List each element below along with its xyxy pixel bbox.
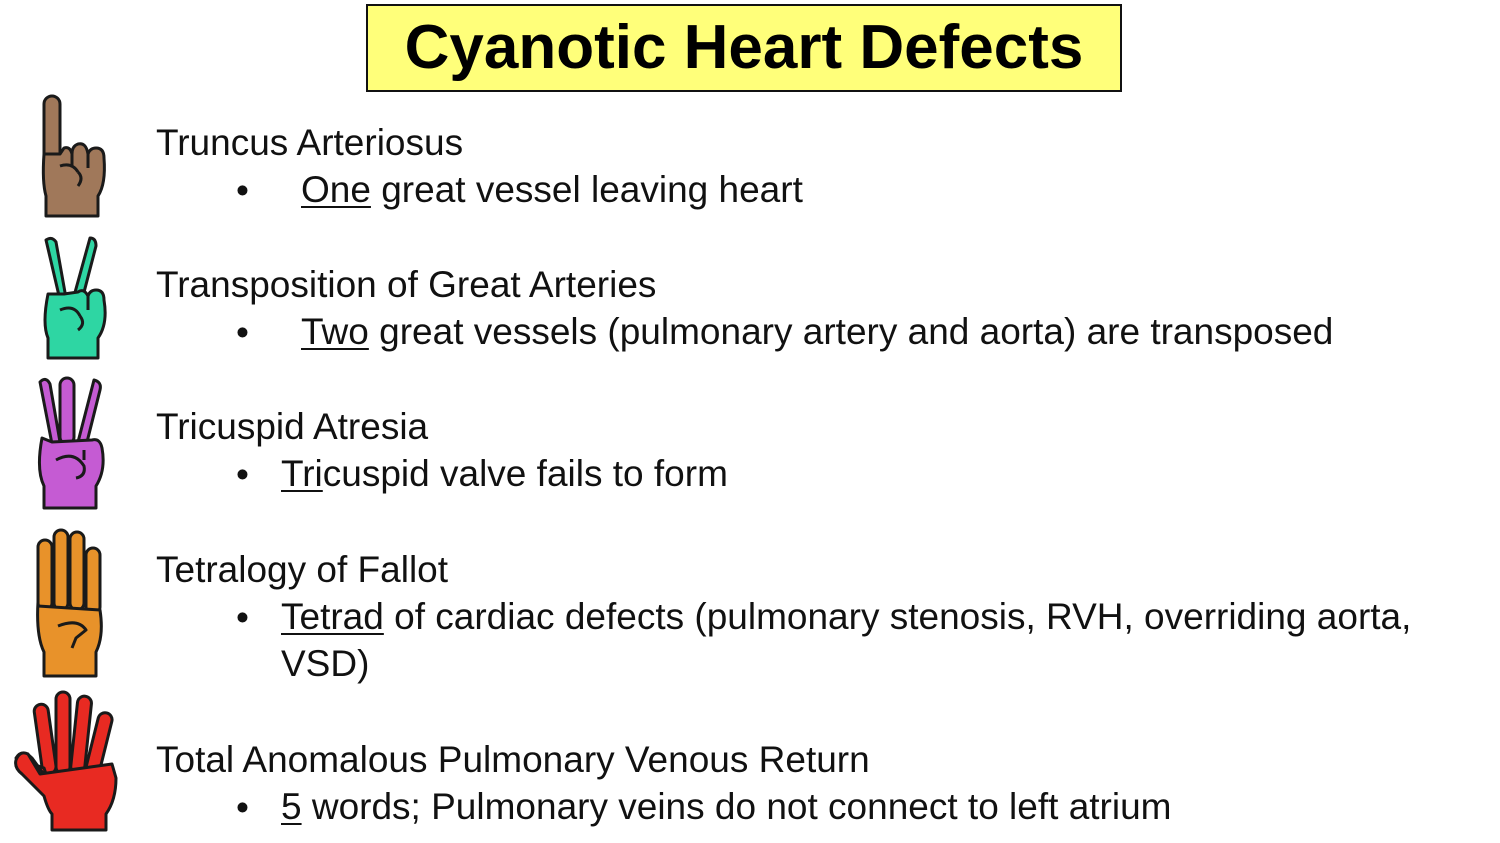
item-description <box>281 593 1411 687</box>
mnemonic-key: Two <box>301 311 369 352</box>
description-text: great vessel leaving heart <box>370 169 803 210</box>
bullet-icon: • <box>236 597 249 638</box>
description-text: of cardiac defects (pulmonary stenosis, RVH, overriding aorta, <box>383 596 1412 637</box>
mnemonic-key: One <box>301 169 371 210</box>
description-text-continued: VSD) <box>281 643 370 684</box>
bullet-icon: • <box>236 787 249 828</box>
description-text: great vessels (pulmonary artery and aorta) are transposed <box>368 311 1334 352</box>
bullet-icon: • <box>236 312 249 353</box>
item-description <box>281 783 1172 830</box>
five-finger-hand-icon <box>12 688 134 834</box>
item-description <box>281 450 728 497</box>
page-title: Cyanotic Heart Defects <box>404 13 1084 82</box>
item-description <box>301 308 1333 355</box>
one-finger-hand-icon <box>38 92 108 220</box>
item-title: Tetralogy of Fallot <box>156 549 449 590</box>
two-finger-hand-icon <box>38 234 108 362</box>
mnemonic-key: 5 <box>281 786 302 827</box>
item-title: Total Anomalous Pulmonary Venous Return <box>156 739 870 780</box>
mnemonic-key: Tri <box>281 453 323 494</box>
four-finger-hand-icon <box>34 526 108 680</box>
description-text: cuspid valve fails to form <box>322 453 728 494</box>
bullet-icon: • <box>236 170 249 211</box>
mnemonic-key: Tetrad <box>281 596 384 637</box>
title-box <box>366 4 1122 92</box>
three-finger-hand-icon <box>34 374 108 512</box>
item-title: Tricuspid Atresia <box>156 406 429 447</box>
item-title: Transposition of Great Arteries <box>156 264 657 305</box>
item-description <box>301 166 803 213</box>
description-text: words; Pulmonary veins do not connect to left atrium <box>301 786 1172 827</box>
bullet-icon: • <box>236 454 249 495</box>
item-title: Truncus Arteriosus <box>156 122 464 163</box>
